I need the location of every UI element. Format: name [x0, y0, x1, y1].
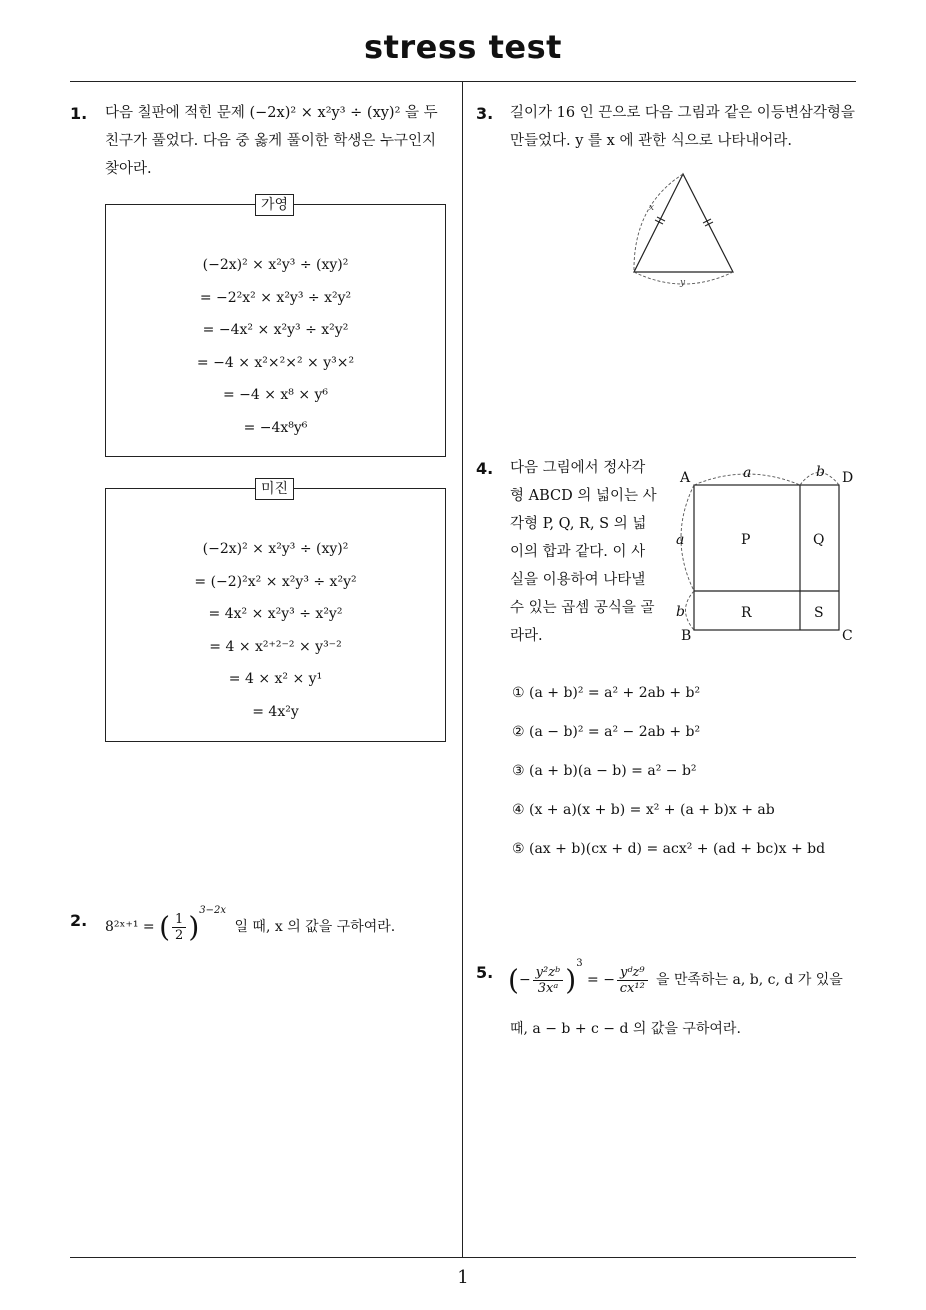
square-abcd-figure [672, 460, 862, 644]
paren-close: ) [188, 910, 200, 944]
label-x: x [649, 203, 655, 213]
q5-lhs-den: 3xᵃ [537, 980, 559, 996]
mijin-steps [106, 533, 445, 728]
q4-line: 실을 이용하여 나타낼 [510, 572, 646, 588]
minus-sign: − [518, 972, 531, 988]
equals-minus: = − [587, 972, 615, 988]
paren-open: ( [508, 963, 519, 997]
choice-4: ④ (x + a)(x + b) = x² + (a + b)x + ab [512, 802, 775, 818]
question-4-text [510, 454, 670, 650]
q5-rhs-num: yᵈz⁹ [617, 965, 648, 981]
mijin-step: = (−2)²x² × x²y³ ÷ x²y² [194, 573, 357, 590]
corner-b: B [681, 628, 692, 644]
choice-5: ⑤ (ax + b)(cx + d) = acx² + (ad + bc)x + bd [512, 841, 826, 857]
region-r: R [741, 605, 752, 621]
q2-frac-den: 2 [175, 927, 184, 943]
mijin-step: = 4x² × x²y³ ÷ x²y² [208, 606, 343, 622]
triangle [634, 174, 733, 272]
question-number-3: 3. [476, 104, 494, 123]
q5-rhs-fraction [617, 965, 648, 996]
q4-line: 다음 그림에서 정사각 [510, 460, 646, 476]
q4-line: 라라. [510, 628, 543, 644]
question-number-5: 5. [476, 963, 494, 982]
paren-open: ( [159, 910, 171, 944]
q2-frac-num: 1 [172, 912, 186, 928]
q2-lhs: 8²ˣ⁺¹ = [105, 919, 155, 935]
page-number: 1 [457, 1267, 469, 1288]
box-label-gayoung: 가영 [255, 194, 294, 216]
q1-line3: 찾아라. [105, 161, 152, 177]
q1-line2: 친구가 풀었다. 다음 중 옳게 풀이한 학생은 누구인지 [105, 133, 437, 149]
gayoung-step: (−2x)² × x²y³ ÷ (xy)² [202, 257, 349, 273]
q5-lhs-num: y²zᵇ [533, 965, 564, 981]
corner-d: D [842, 470, 854, 486]
q5-lhs-exponent: 3 [576, 958, 583, 969]
region-q: Q [813, 532, 825, 548]
tick-mark-left [655, 220, 663, 224]
q4-line: 형 ABCD 의 넓이는 사 [510, 488, 657, 504]
label-y: y [680, 278, 686, 288]
box-label-mijin: 미진 [255, 478, 294, 500]
question-number-1: 1. [70, 104, 88, 123]
corner-a: A [680, 470, 691, 486]
isosceles-triangle-figure [625, 168, 745, 290]
q3-line2: 만들었다. y 를 x 에 관한 식으로 나타내어라. [510, 133, 792, 149]
gayoung-step: = −4x⁸y⁶ [243, 419, 308, 436]
solution-box-mijin [105, 488, 446, 742]
question-3-text [510, 99, 860, 155]
q2-tail: 일 때, x 의 값을 구하여라. [234, 919, 396, 935]
label-left-a: a [676, 532, 685, 548]
choice-1: ① (a + b)² = a² + 2ab + b² [512, 685, 701, 701]
footer-rule [70, 1257, 856, 1258]
question-2-text [105, 905, 455, 944]
choice-2: ② (a − b)² = a² − 2ab + b² [512, 724, 701, 740]
q5-rhs-den: cx¹² [619, 980, 645, 996]
q2-exponent: 3−2x [199, 905, 226, 916]
q5-lhs-fraction [533, 965, 564, 996]
question-number-2: 2. [70, 911, 88, 930]
mijin-step: = 4 × x² × y¹ [228, 671, 323, 687]
gayoung-step: = −4 × x⁸ × y⁶ [222, 387, 329, 403]
label-top-a: a [743, 465, 752, 481]
corner-c: C [842, 628, 853, 644]
mijin-step: = 4x²y [252, 703, 299, 720]
q4-line: 수 있는 곱셈 공식을 골 [510, 600, 655, 616]
q2-fraction [172, 912, 186, 943]
choice-3: ③ (a + b)(a − b) = a² − b² [512, 763, 697, 779]
q4-choices [512, 683, 852, 878]
q5-line2: 때, a − b + c − d 의 값을 구하여라. [510, 1021, 741, 1037]
gayoung-step: = −4x² × x²y³ ÷ x²y² [202, 322, 349, 338]
page-title: stress test [364, 28, 562, 66]
gayoung-step: = −2²x² × x²y³ ÷ x²y² [199, 289, 352, 306]
q4-line: 이의 합과 같다. 이 사 [510, 544, 646, 560]
q4-line: 각형 P, Q, R, S 의 넓 [510, 516, 647, 532]
region-s: S [814, 605, 824, 621]
label-left-b: b [676, 604, 685, 620]
q5-tail: 을 만족하는 a, b, c, d 가 있을 [656, 972, 843, 988]
mijin-step: = 4 × x²⁺²⁻² × y³⁻² [209, 638, 342, 655]
label-top-b: b [816, 464, 825, 480]
question-number-4: 4. [476, 459, 494, 478]
gayoung-step: = −4 × x²×²×² × y³×² [196, 354, 355, 371]
column-divider [462, 82, 463, 1258]
q3-line1: 길이가 16 인 끈으로 다음 그림과 같은 이등변삼각형을 [510, 105, 855, 121]
q1-line1: 다음 칠판에 적힌 문제 (−2x)² × x²y³ ÷ (xy)² 을 두 [105, 105, 438, 121]
question-1-text [105, 99, 455, 183]
gayoung-steps [106, 249, 445, 444]
region-p: P [741, 532, 751, 548]
paren-close: ) [565, 963, 577, 997]
solution-box-gayoung [105, 204, 446, 457]
question-5-text [508, 958, 863, 997]
arc-left-b [686, 591, 695, 630]
tick-mark-right [703, 219, 711, 223]
mijin-step: (−2x)² × x²y³ ÷ (xy)² [202, 541, 349, 557]
